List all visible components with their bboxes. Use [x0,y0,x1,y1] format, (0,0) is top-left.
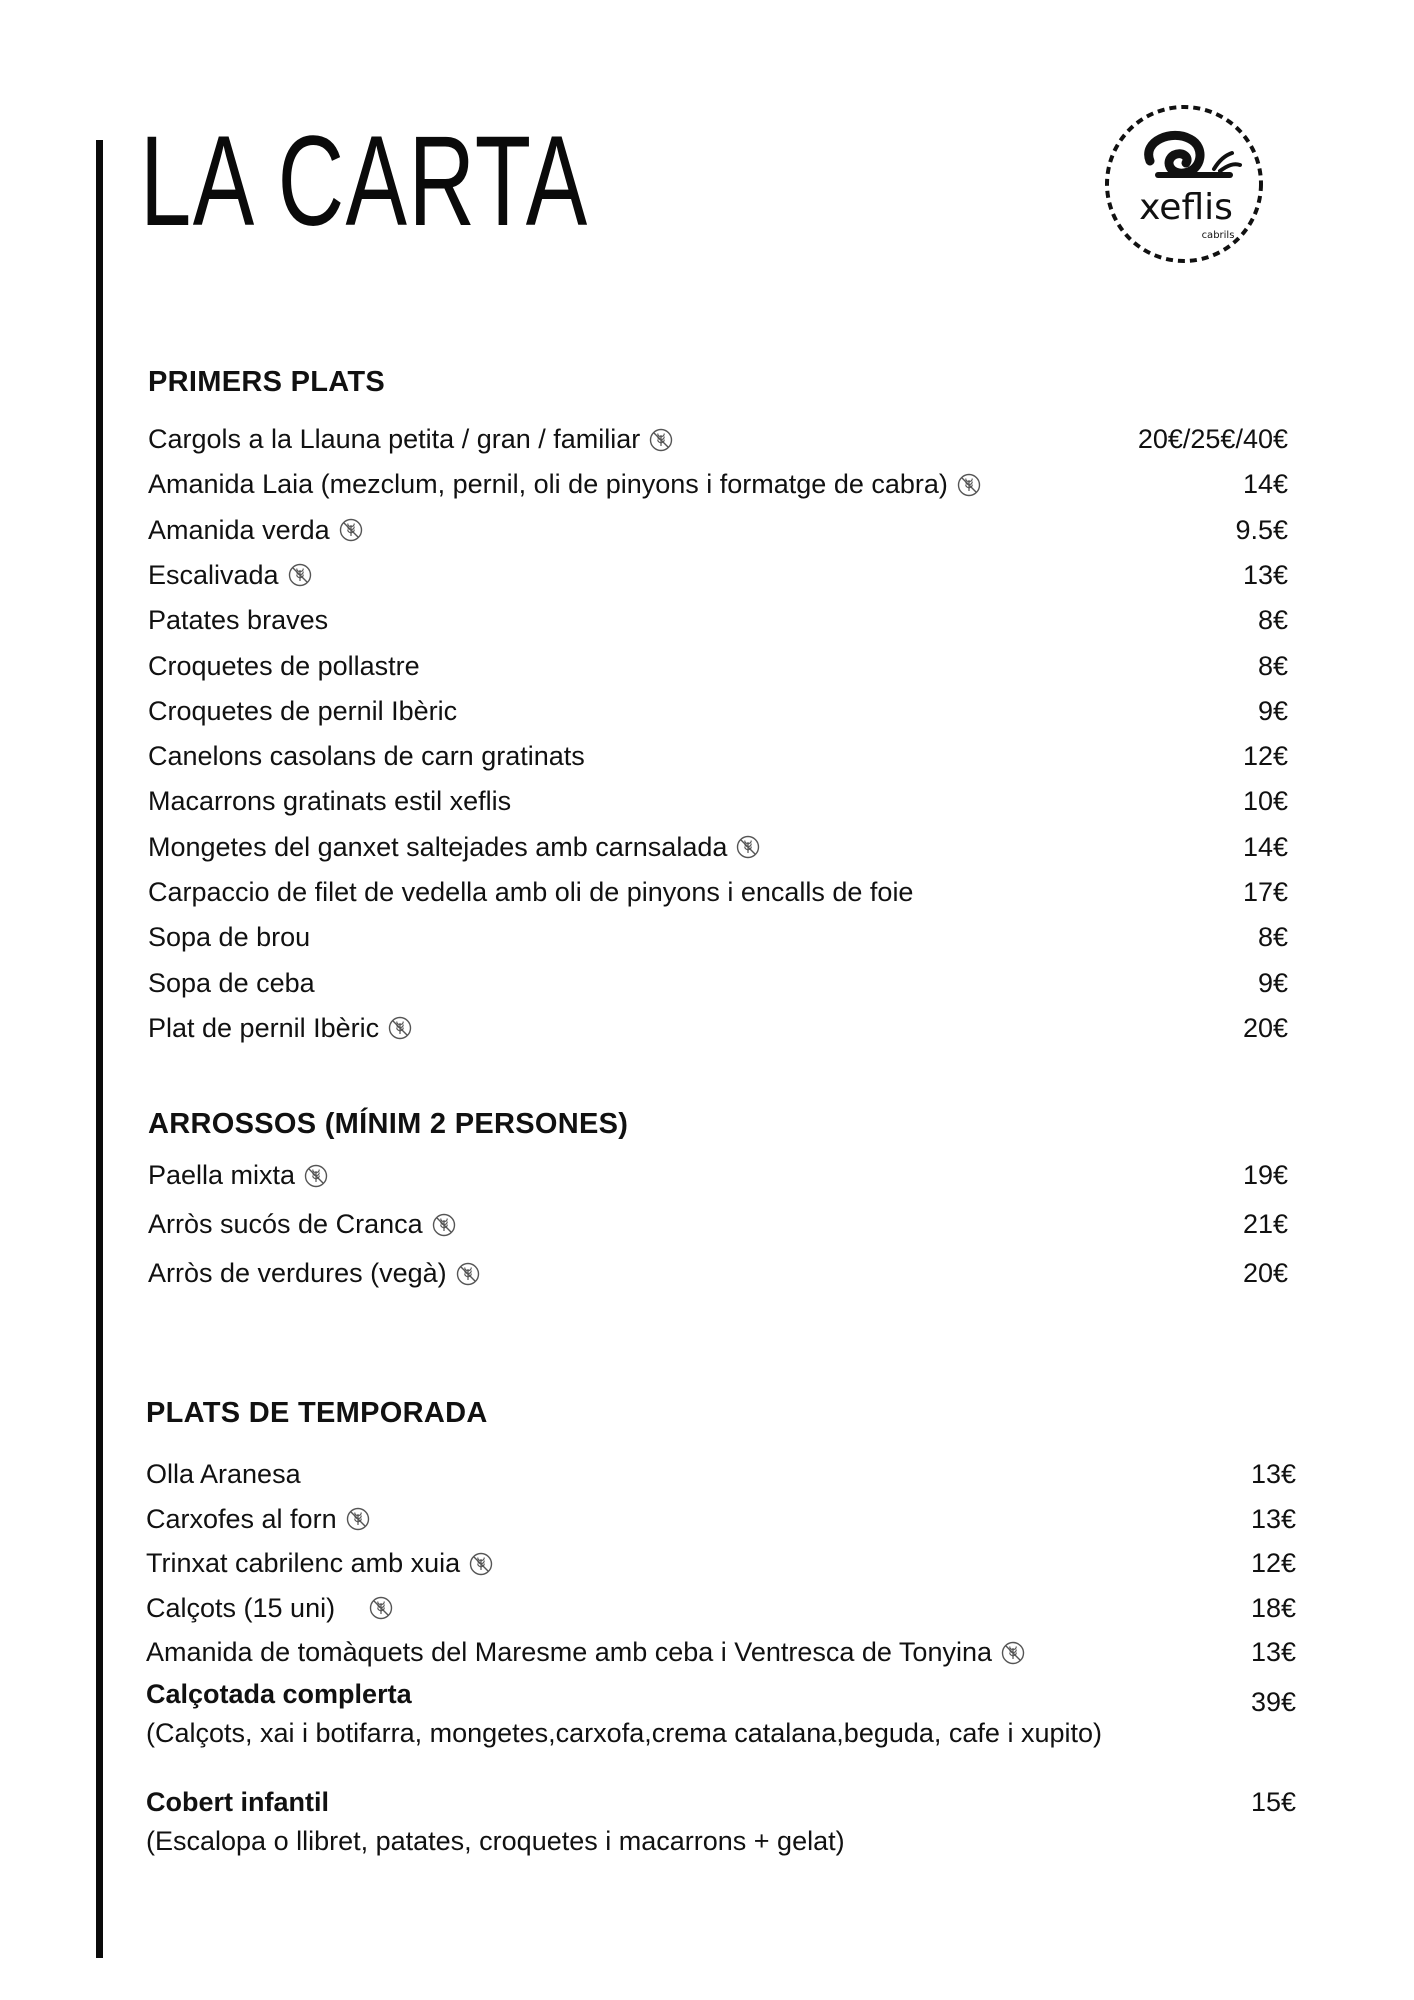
item-price: 20€ [1242,1012,1288,1043]
item-name-text: Amanida Laia (mezclum, pernil, oli de pinyons i formatge de cabra) [148,469,948,500]
gluten-free-icon [339,518,363,542]
logo-place: cabrils [1201,230,1235,241]
menu-item [146,1459,1296,1493]
menu-item [148,651,1288,685]
gluten-free-icon [957,473,981,497]
section-title: ARROSSOS (MÍNIM 2 PERSONES) [148,1108,629,1140]
menu-item [148,786,1288,820]
item-name [148,832,760,863]
combo-name: Calçotada complerta [146,1679,412,1709]
item-name-text: Macarrons gratinats estil xeflis [148,786,512,817]
gluten-free-icon [288,563,312,587]
item-name [148,786,511,817]
logo-wordmark: xeflis [1139,187,1233,228]
item-price: 9€ [1257,695,1288,726]
item-name [146,1637,1025,1668]
combo-description: (Calçots, xai i botifarra, mongetes,carxofa,crema catalana,beguda, cafe i xupito) [146,1718,1102,1748]
menu-item [148,696,1288,730]
item-name [148,1160,328,1191]
item-name [148,1013,412,1044]
item-name-text: Carxofes al forn [146,1503,337,1534]
item-name [148,651,420,682]
item-name [148,424,673,455]
item-name-text: Croquetes de pernil Ibèric [148,695,458,726]
gluten-free-icon [369,1596,393,1620]
item-name [148,1209,456,1240]
item-name-text: Sopa de brou [148,922,311,953]
menu-item [146,1504,1296,1538]
item-price: 10€ [1242,786,1288,817]
snail-icon [1149,135,1240,175]
item-name-text: Trinxat cabrilenc amb xuia [146,1548,461,1579]
item-name [148,877,913,908]
item-name [148,1258,480,1289]
gluten-free-icon [469,1552,493,1576]
item-price: 9€ [1257,967,1288,998]
menu-item [146,1548,1296,1582]
section-arrossos [148,1108,1288,1308]
section-title: PRIMERS PLATS [148,366,385,398]
menu-item [148,469,1288,503]
gluten-free-icon [432,1213,456,1237]
item-price: 13€ [1250,1503,1296,1534]
item-price: 8€ [1257,922,1288,953]
item-price: 12€ [1250,1548,1296,1579]
section-title: PLATS DE TEMPORADA [146,1397,488,1429]
item-name [146,1548,493,1579]
combo-description: (Escalopa o llibret, patates, croquetes i macarrons + gelat) [146,1826,845,1856]
item-name-text: Calçots (15 uni) [146,1592,336,1623]
item-name-text: Escalivada [148,559,279,590]
item-name [148,605,328,636]
menu-item [148,1013,1288,1047]
item-price: 13€ [1242,559,1288,590]
item-price: 8€ [1257,605,1288,636]
item-name-text: Carpaccio de filet de vedella amb oli de pinyons i encalls de foie [148,877,914,907]
item-name-text: Olla Aranesa [146,1459,301,1489]
item-name [148,515,363,546]
menu-item [148,1160,1288,1194]
gluten-free-icon [456,1262,480,1286]
item-price: 14€ [1242,469,1288,500]
item-price: 13€ [1250,1637,1296,1668]
combo-price: 39€ [1250,1687,1296,1717]
menu-item [148,968,1288,1002]
gluten-free-icon [304,1164,328,1188]
menu-item [146,1637,1296,1671]
item-price: 20€ [1242,1258,1288,1288]
menu-item [148,515,1288,549]
item-name [148,922,310,953]
item-name [146,1459,301,1490]
item-name-text: Croquetes de pollastre [148,650,420,681]
item-price: 12€ [1242,741,1288,772]
menu-item [148,560,1288,594]
item-price: 13€ [1250,1459,1296,1489]
item-price: 21€ [1242,1209,1288,1239]
item-name-text: Patates braves [148,605,329,636]
item-price: 8€ [1257,650,1288,681]
item-name-text: Arròs de verdures (vegà) [148,1258,447,1288]
calcotada-combo [146,1679,1296,1749]
item-name [148,968,315,999]
item-price: 9.5€ [1235,514,1288,545]
item-name [148,741,585,772]
gluten-free-icon [649,428,673,452]
item-price: 14€ [1242,831,1288,862]
menu-item [148,741,1288,775]
item-name [146,1504,370,1535]
page-title: LA CARTA [140,110,589,253]
menu-item [148,605,1288,639]
item-name [146,1593,393,1624]
menu-item [148,424,1288,458]
item-name-text: Cargols a la Llauna petita / gran / familiar [148,424,641,454]
item-name-text: Amanida verda [148,514,330,545]
item-name-text: Mongetes del ganxet saltejades amb carnsalada [148,831,728,862]
section-primers-plats [148,366,1288,1046]
menu-item [148,1209,1288,1243]
section-plats-de-temporada [146,1397,1296,1917]
item-price: 18€ [1250,1592,1296,1623]
item-name-text: Canelons casolans de carn gratinats [148,741,585,772]
item-name [148,696,457,727]
combo-name: Cobert infantil [146,1787,329,1817]
menu-item [148,832,1288,866]
gluten-free-icon [736,835,760,859]
item-price: 19€ [1242,1160,1288,1190]
item-name [148,560,312,591]
item-name-text: Sopa de ceba [148,967,315,998]
item-name-text: Arròs sucós de Cranca [148,1209,423,1239]
item-name [148,469,981,500]
menu-item [148,877,1288,911]
gluten-free-icon [1001,1641,1025,1665]
combo-price: 15€ [1250,1787,1296,1817]
xeflis-logo [1098,103,1270,265]
gluten-free-icon [346,1507,370,1531]
menu-item [148,1258,1288,1292]
item-price: 17€ [1242,877,1288,907]
menu-item [148,922,1288,956]
gluten-free-icon [388,1016,412,1040]
item-name-text: Paella mixta [148,1160,296,1190]
cobert-infantil-combo [146,1787,1296,1857]
left-vertical-rule [96,140,103,1958]
menu-item [146,1593,1296,1627]
item-price: 20€/25€/40€ [1137,424,1288,454]
item-name-text: Plat de pernil Ibèric [148,1012,380,1043]
item-name-text: Amanida de tomàquets del Maresme amb ceba i Ventresca de Tonyina [146,1637,992,1668]
